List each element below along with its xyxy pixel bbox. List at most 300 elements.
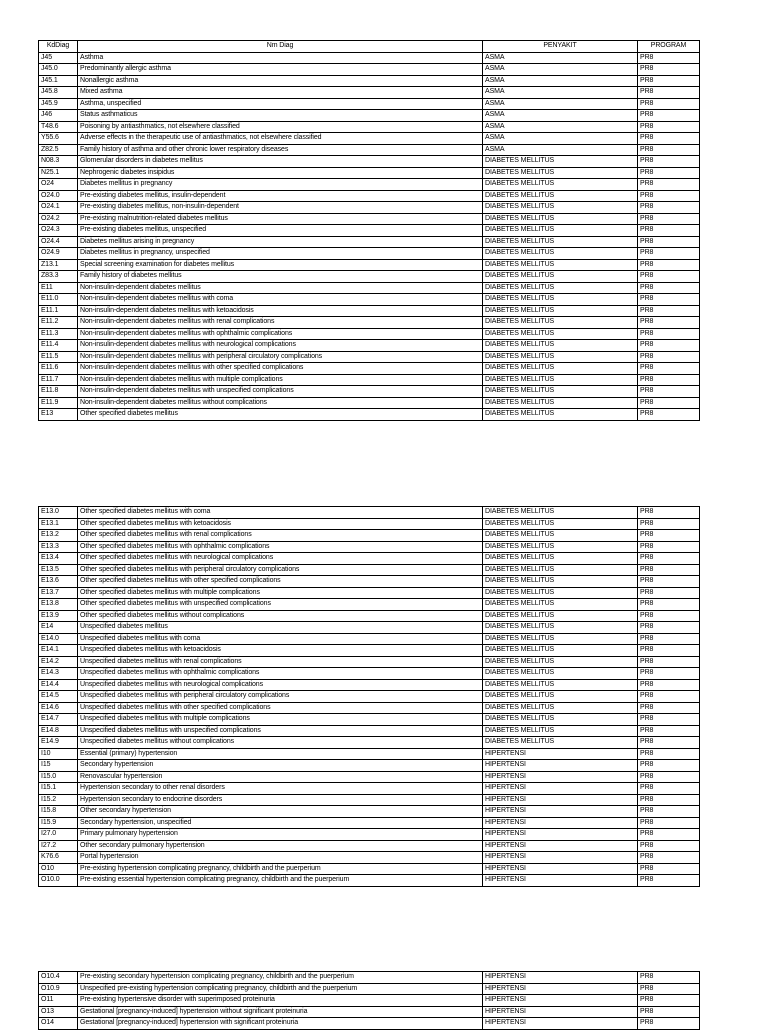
cell-nm-diag: Poisoning by antiasthmatics, not elsewhere classified [78,121,483,133]
cell-nm-diag: Mixed asthma [78,87,483,99]
table-row [39,725,700,737]
cell-nm-diag: Non-insulin-dependent diabetes mellitus with ophthalmic complications [78,328,483,340]
cell-kd-diag: K76.6 [39,852,78,864]
cell-penyakit: DIABETES MELLITUS [483,351,638,363]
cell-kd-diag: E11.6 [39,363,78,375]
cell-program: PR8 [638,771,700,783]
table-row [39,340,700,352]
table-row [39,564,700,576]
cell-kd-diag: E11.9 [39,397,78,409]
cell-penyakit: DIABETES MELLITUS [483,190,638,202]
table-row [39,397,700,409]
cell-nm-diag: Gestational [pregnancy-induced] hypertension without significant proteinuria [78,1006,483,1018]
cell-kd-diag: E11.4 [39,340,78,352]
cell-nm-diag: Non-insulin-dependent diabetes mellitus with other specified complications [78,363,483,375]
cell-program: PR8 [638,282,700,294]
cell-program: PR8 [638,691,700,703]
cell-nm-diag: Other specified diabetes mellitus with other specified complications [78,576,483,588]
cell-kd-diag: J45.1 [39,75,78,87]
cell-program: PR8 [638,374,700,386]
cell-kd-diag: I27.0 [39,829,78,841]
cell-penyakit: HIPERTENSI [483,863,638,875]
table-row [39,783,700,795]
cell-nm-diag: Diabetes mellitus in pregnancy [78,179,483,191]
cell-penyakit: DIABETES MELLITUS [483,507,638,519]
table-row [39,530,700,542]
cell-program: PR8 [638,599,700,611]
cell-program: PR8 [638,294,700,306]
cell-nm-diag: Pre-existing diabetes mellitus, insulin-dependent [78,190,483,202]
cell-kd-diag: O13 [39,1006,78,1018]
cell-penyakit: ASMA [483,75,638,87]
cell-program: PR8 [638,144,700,156]
cell-program: PR8 [638,760,700,772]
cell-nm-diag: Unspecified pre-existing hypertension complicating pregnancy, childbirth and the puerperium [78,983,483,995]
table-row [39,1018,700,1030]
cell-program: PR8 [638,271,700,283]
cell-program: PR8 [638,553,700,565]
table-row [39,633,700,645]
cell-kd-diag: O24.9 [39,248,78,260]
table-row [39,983,700,995]
cell-kd-diag: E14 [39,622,78,634]
cell-kd-diag: Z13.1 [39,259,78,271]
table-row [39,213,700,225]
cell-penyakit: ASMA [483,133,638,145]
table-row [39,225,700,237]
table-row [39,328,700,340]
cell-nm-diag: Hypertension secondary to endocrine disorders [78,794,483,806]
cell-nm-diag: Non-insulin-dependent diabetes mellitus without complications [78,397,483,409]
cell-kd-diag: Z83.3 [39,271,78,283]
cell-program: PR8 [638,386,700,398]
table-row [39,64,700,76]
cell-kd-diag: O10 [39,863,78,875]
table-row [39,202,700,214]
cell-kd-diag: E14.9 [39,737,78,749]
cell-penyakit: DIABETES MELLITUS [483,645,638,657]
table-row [39,817,700,829]
cell-penyakit: DIABETES MELLITUS [483,213,638,225]
cell-penyakit: HIPERTENSI [483,794,638,806]
table-row [39,840,700,852]
cell-program: PR8 [638,236,700,248]
table-row [39,156,700,168]
table-row [39,167,700,179]
cell-penyakit: ASMA [483,144,638,156]
header-kd-diag: KdDiag [39,41,78,53]
cell-program: PR8 [638,259,700,271]
cell-program: PR8 [638,622,700,634]
cell-penyakit: DIABETES MELLITUS [483,397,638,409]
cell-nm-diag: Asthma, unspecified [78,98,483,110]
cell-penyakit: ASMA [483,87,638,99]
table-row [39,771,700,783]
cell-penyakit: DIABETES MELLITUS [483,656,638,668]
table-row [39,190,700,202]
cell-nm-diag: Non-insulin-dependent diabetes mellitus with multiple complications [78,374,483,386]
cell-program: PR8 [638,202,700,214]
cell-penyakit: DIABETES MELLITUS [483,156,638,168]
cell-nm-diag: Glomerular disorders in diabetes mellitus [78,156,483,168]
table-row [39,133,700,145]
table-row [39,645,700,657]
cell-penyakit: DIABETES MELLITUS [483,167,638,179]
cell-program: PR8 [638,1006,700,1018]
cell-kd-diag: O24.2 [39,213,78,225]
cell-penyakit: ASMA [483,52,638,64]
cell-nm-diag: Other specified diabetes mellitus with neurological complications [78,553,483,565]
cell-penyakit: DIABETES MELLITUS [483,202,638,214]
cell-nm-diag: Unspecified diabetes mellitus with other specified complications [78,702,483,714]
cell-kd-diag: I10 [39,748,78,760]
cell-kd-diag: I15.9 [39,817,78,829]
cell-penyakit: HIPERTENSI [483,983,638,995]
cell-penyakit: DIABETES MELLITUS [483,622,638,634]
cell-program: PR8 [638,409,700,421]
cell-nm-diag: Unspecified diabetes mellitus with ophthalmic complications [78,668,483,680]
cell-program: PR8 [638,75,700,87]
cell-kd-diag: E13.8 [39,599,78,611]
cell-kd-diag: E13.1 [39,518,78,530]
cell-program: PR8 [638,190,700,202]
cell-kd-diag: J46 [39,110,78,122]
table-row [39,610,700,622]
cell-program: PR8 [638,305,700,317]
cell-nm-diag: Secondary hypertension [78,760,483,772]
table-row [39,236,700,248]
cell-kd-diag: Z82.5 [39,144,78,156]
cell-penyakit: DIABETES MELLITUS [483,553,638,565]
cell-program: PR8 [638,645,700,657]
cell-kd-diag: E13.3 [39,541,78,553]
cell-program: PR8 [638,852,700,864]
cell-nm-diag: Pre-existing hypertensive disorder with superimposed proteinuria [78,995,483,1007]
table-row [39,507,700,519]
cell-penyakit: DIABETES MELLITUS [483,530,638,542]
cell-penyakit: DIABETES MELLITUS [483,737,638,749]
cell-kd-diag: E14.1 [39,645,78,657]
cell-penyakit: DIABETES MELLITUS [483,518,638,530]
cell-kd-diag: E14.6 [39,702,78,714]
table-row [39,760,700,772]
cell-nm-diag: Pre-existing secondary hypertension complicating pregnancy, childbirth and the puerperium [78,972,483,984]
cell-penyakit: DIABETES MELLITUS [483,305,638,317]
cell-penyakit: ASMA [483,64,638,76]
cell-nm-diag: Non-insulin-dependent diabetes mellitus [78,282,483,294]
cell-program: PR8 [638,121,700,133]
cell-program: PR8 [638,87,700,99]
cell-nm-diag: Essential (primary) hypertension [78,748,483,760]
diagnosis-table-block-1 [38,40,700,421]
table-row [39,829,700,841]
cell-nm-diag: Other secondary pulmonary hypertension [78,840,483,852]
cell-penyakit: DIABETES MELLITUS [483,714,638,726]
table-row [39,351,700,363]
table-row [39,386,700,398]
table-row [39,852,700,864]
table-row [39,294,700,306]
cell-kd-diag: O24.1 [39,202,78,214]
cell-nm-diag: Non-insulin-dependent diabetes mellitus with renal complications [78,317,483,329]
table-row [39,875,700,887]
cell-program: PR8 [638,668,700,680]
diagnosis-table-block-2 [38,506,700,887]
cell-penyakit: DIABETES MELLITUS [483,282,638,294]
cell-penyakit: DIABETES MELLITUS [483,409,638,421]
cell-kd-diag: E14.5 [39,691,78,703]
cell-program: PR8 [638,1018,700,1030]
cell-nm-diag: Other specified diabetes mellitus without complications [78,610,483,622]
cell-nm-diag: Pre-existing diabetes mellitus, non-insulin-dependent [78,202,483,214]
cell-program: PR8 [638,794,700,806]
header-nm-diag: Nm Diag [78,41,483,53]
cell-penyakit: DIABETES MELLITUS [483,225,638,237]
table-row [39,317,700,329]
cell-kd-diag: I27.2 [39,840,78,852]
cell-program: PR8 [638,983,700,995]
table-row [39,374,700,386]
table-row [39,305,700,317]
cell-nm-diag: Unspecified diabetes mellitus without complications [78,737,483,749]
cell-program: PR8 [638,167,700,179]
table-row [39,668,700,680]
cell-penyakit: DIABETES MELLITUS [483,259,638,271]
table-row [39,972,700,984]
table-row [39,794,700,806]
cell-nm-diag: Non-insulin-dependent diabetes mellitus with ketoacidosis [78,305,483,317]
cell-kd-diag: Y55.6 [39,133,78,145]
cell-nm-diag: Non-insulin-dependent diabetes mellitus with coma [78,294,483,306]
cell-penyakit: DIABETES MELLITUS [483,363,638,375]
cell-program: PR8 [638,725,700,737]
cell-program: PR8 [638,541,700,553]
header-row [39,41,700,53]
table-row [39,259,700,271]
cell-nm-diag: Unspecified diabetes mellitus [78,622,483,634]
cell-nm-diag: Other specified diabetes mellitus with peripheral circulatory complications [78,564,483,576]
cell-program: PR8 [638,587,700,599]
cell-kd-diag: O24.4 [39,236,78,248]
cell-kd-diag: E13.5 [39,564,78,576]
cell-kd-diag: E14.7 [39,714,78,726]
cell-program: PR8 [638,972,700,984]
cell-penyakit: DIABETES MELLITUS [483,564,638,576]
cell-kd-diag: E14.2 [39,656,78,668]
table-row [39,622,700,634]
cell-kd-diag: I15.0 [39,771,78,783]
table-row [39,52,700,64]
cell-program: PR8 [638,633,700,645]
cell-penyakit: HIPERTENSI [483,972,638,984]
table-row [39,87,700,99]
cell-penyakit: HIPERTENSI [483,840,638,852]
cell-program: PR8 [638,98,700,110]
cell-program: PR8 [638,64,700,76]
cell-program: PR8 [638,133,700,145]
cell-penyakit: DIABETES MELLITUS [483,248,638,260]
cell-kd-diag: O10.9 [39,983,78,995]
cell-program: PR8 [638,995,700,1007]
cell-nm-diag: Status asthmaticus [78,110,483,122]
cell-penyakit: DIABETES MELLITUS [483,374,638,386]
table-row [39,179,700,191]
cell-nm-diag: Asthma [78,52,483,64]
table-row [39,75,700,87]
cell-nm-diag: Non-insulin-dependent diabetes mellitus with unspecified complications [78,386,483,398]
cell-kd-diag: E13 [39,409,78,421]
table-row [39,656,700,668]
cell-penyakit: HIPERTENSI [483,1006,638,1018]
cell-penyakit: DIABETES MELLITUS [483,599,638,611]
cell-penyakit: DIABETES MELLITUS [483,386,638,398]
cell-penyakit: DIABETES MELLITUS [483,236,638,248]
cell-penyakit: HIPERTENSI [483,760,638,772]
cell-penyakit: HIPERTENSI [483,806,638,818]
cell-program: PR8 [638,179,700,191]
cell-nm-diag: Unspecified diabetes mellitus with renal complications [78,656,483,668]
cell-penyakit: DIABETES MELLITUS [483,702,638,714]
cell-nm-diag: Nephrogenic diabetes insipidus [78,167,483,179]
table-row [39,599,700,611]
cell-program: PR8 [638,576,700,588]
cell-program: PR8 [638,52,700,64]
cell-kd-diag: O10.0 [39,875,78,887]
cell-kd-diag: E13.9 [39,610,78,622]
cell-penyakit: ASMA [483,110,638,122]
cell-program: PR8 [638,317,700,329]
cell-nm-diag: Gestational [pregnancy-induced] hypertension with significant proteinuria [78,1018,483,1030]
table-row [39,282,700,294]
cell-kd-diag: E11.1 [39,305,78,317]
cell-kd-diag: E11.8 [39,386,78,398]
table-row [39,144,700,156]
cell-nm-diag: Unspecified diabetes mellitus with peripheral circulatory complications [78,691,483,703]
cell-program: PR8 [638,530,700,542]
cell-program: PR8 [638,863,700,875]
cell-program: PR8 [638,610,700,622]
cell-kd-diag: E13.0 [39,507,78,519]
cell-kd-diag: T48.6 [39,121,78,133]
table-row [39,714,700,726]
cell-penyakit: DIABETES MELLITUS [483,541,638,553]
cell-program: PR8 [638,737,700,749]
cell-kd-diag: O24.0 [39,190,78,202]
cell-nm-diag: Renovascular hypertension [78,771,483,783]
cell-kd-diag: E14.4 [39,679,78,691]
table-row [39,995,700,1007]
cell-nm-diag: Unspecified diabetes mellitus with unspecified complications [78,725,483,737]
cell-nm-diag: Other specified diabetes mellitus with unspecified complications [78,599,483,611]
cell-penyakit: DIABETES MELLITUS [483,328,638,340]
cell-program: PR8 [638,363,700,375]
cell-penyakit: HIPERTENSI [483,783,638,795]
cell-kd-diag: E13.7 [39,587,78,599]
cell-kd-diag: J45.0 [39,64,78,76]
cell-program: PR8 [638,875,700,887]
cell-penyakit: DIABETES MELLITUS [483,317,638,329]
cell-program: PR8 [638,840,700,852]
cell-program: PR8 [638,748,700,760]
cell-nm-diag: Pre-existing diabetes mellitus, unspecified [78,225,483,237]
cell-nm-diag: Nonallergic asthma [78,75,483,87]
cell-penyakit: DIABETES MELLITUS [483,179,638,191]
table-row [39,806,700,818]
cell-nm-diag: Non-insulin-dependent diabetes mellitus with neurological complications [78,340,483,352]
cell-kd-diag: O10.4 [39,972,78,984]
table-row [39,748,700,760]
table-row [39,541,700,553]
cell-kd-diag: I15 [39,760,78,772]
cell-program: PR8 [638,679,700,691]
cell-nm-diag: Other specified diabetes mellitus with renal complications [78,530,483,542]
cell-nm-diag: Other specified diabetes mellitus [78,409,483,421]
cell-penyakit: HIPERTENSI [483,995,638,1007]
cell-kd-diag: O14 [39,1018,78,1030]
cell-nm-diag: Other specified diabetes mellitus with ketoacidosis [78,518,483,530]
cell-program: PR8 [638,829,700,841]
cell-program: PR8 [638,806,700,818]
table-row [39,110,700,122]
table-row [39,363,700,375]
cell-kd-diag: I15.8 [39,806,78,818]
cell-program: PR8 [638,564,700,576]
cell-kd-diag: I15.2 [39,794,78,806]
cell-program: PR8 [638,656,700,668]
cell-program: PR8 [638,507,700,519]
cell-penyakit: HIPERTENSI [483,852,638,864]
cell-nm-diag: Predominantly allergic asthma [78,64,483,76]
cell-kd-diag: I15.1 [39,783,78,795]
cell-program: PR8 [638,213,700,225]
cell-penyakit: DIABETES MELLITUS [483,725,638,737]
cell-nm-diag: Secondary hypertension, unspecified [78,817,483,829]
table-row [39,1006,700,1018]
cell-kd-diag: O24 [39,179,78,191]
cell-kd-diag: E13.2 [39,530,78,542]
cell-nm-diag: Pre-existing malnutrition-related diabetes mellitus [78,213,483,225]
cell-penyakit: HIPERTENSI [483,771,638,783]
cell-kd-diag: J45 [39,52,78,64]
cell-program: PR8 [638,110,700,122]
cell-nm-diag: Special screening examination for diabetes mellitus [78,259,483,271]
cell-penyakit: DIABETES MELLITUS [483,668,638,680]
cell-nm-diag: Hypertension secondary to other renal disorders [78,783,483,795]
cell-kd-diag: E14.8 [39,725,78,737]
cell-penyakit: ASMA [483,98,638,110]
cell-nm-diag: Non-insulin-dependent diabetes mellitus with peripheral circulatory complications [78,351,483,363]
table-row [39,98,700,110]
cell-nm-diag: Portal hypertension [78,852,483,864]
cell-penyakit: HIPERTENSI [483,875,638,887]
cell-penyakit: DIABETES MELLITUS [483,691,638,703]
cell-penyakit: HIPERTENSI [483,817,638,829]
header-penyakit: PENYAKIT [483,41,638,53]
cell-nm-diag: Unspecified diabetes mellitus with coma [78,633,483,645]
table-row [39,679,700,691]
cell-nm-diag: Other specified diabetes mellitus with ophthalmic complications [78,541,483,553]
table-row [39,737,700,749]
cell-kd-diag: E14.0 [39,633,78,645]
cell-program: PR8 [638,351,700,363]
cell-nm-diag: Pre-existing hypertension complicating pregnancy, childbirth and the puerperium [78,863,483,875]
cell-kd-diag: E14.3 [39,668,78,680]
table-row [39,271,700,283]
cell-nm-diag: Unspecified diabetes mellitus with neurological complications [78,679,483,691]
table-row [39,121,700,133]
cell-program: PR8 [638,340,700,352]
header-program: PROGRAM [638,41,700,53]
